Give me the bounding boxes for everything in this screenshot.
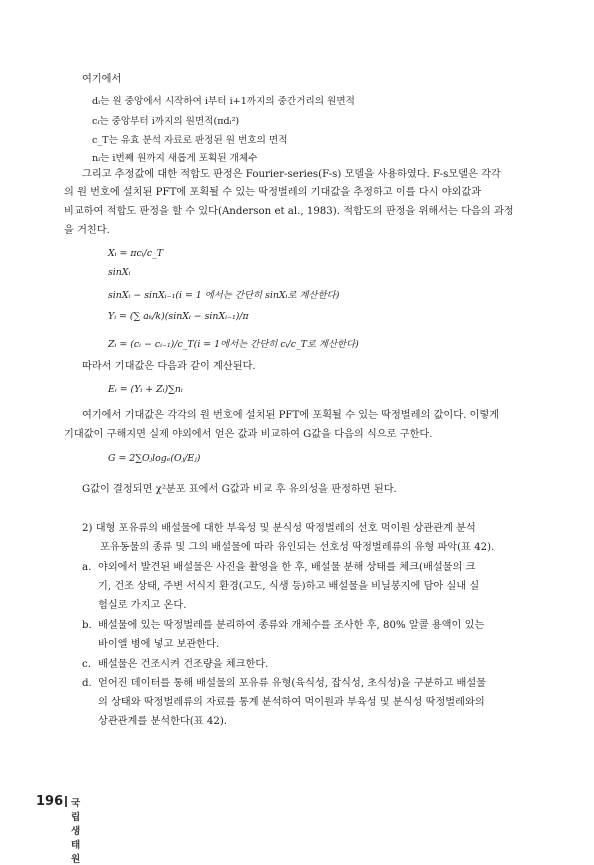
item-c-line1: 배설물은 건조시켜 건조량을 체크한다. (98, 659, 269, 670)
page-number: 196 (36, 794, 64, 809)
org-name: 국립생태원 (71, 798, 81, 865)
definition-ct: c_T는 유효 분석 자료로 판정된 원 번호의 면적 (92, 135, 288, 146)
where-label: 여기에서 (82, 74, 122, 85)
equation-sin-diff: sinXᵢ − sinXᵢ₋₁(i = 1 에서는 간단히 sinXᵢ로 계산한다) (108, 290, 340, 301)
item-a-marker: a. (82, 562, 92, 573)
section2-heading: 2) 대형 포유류의 배설물에 대한 부육성 및 분식성 딱정벌레의 선호 먹이원 상관관계 분석 (82, 523, 476, 534)
footer-divider (65, 796, 67, 807)
item-b-marker: b. (82, 620, 92, 631)
para1-line1: 그리고 추정값에 대한 적합도 판정은 Fourier-series(F-s) 모델을 사용하였다. F-s모델은 각각 (82, 169, 501, 180)
item-a-line2: 기, 건조 상태, 주변 서식지 환경(고도, 식생 등)하고 배설물을 비닐봉지에 담아 실내 실 (98, 581, 480, 592)
item-b-line1: 배설물에 있는 딱정벌레를 분리하여 종류와 개체수를 조사한 후, 80% 알콜 용액이 있는 (98, 620, 485, 631)
item-d-line3: 상관관계를 분석한다(표 42). (98, 716, 228, 727)
section2-subheading: 포유동물의 종류 및 그의 배설물에 따라 유인되는 선호성 딱정벌레류의 유형 파악(표 42). (100, 542, 495, 553)
equation-g: G = 2∑Oⱼlogₑ(Oⱼ/Eⱼ) (108, 453, 201, 464)
definition-n: nᵢ는 i번째 원까지 새롭게 포획된 개체수 (92, 153, 258, 164)
equation-expected: Eᵢ = (Yᵢ + Zᵢ)∑nᵢ (108, 384, 183, 395)
item-d-line2: 의 상태와 딱정벌레류의 자료를 통계 분석하여 먹이원과 부육성 및 분식성 딱정벌레와의 (98, 697, 485, 708)
item-c-marker: c. (82, 659, 91, 670)
item-a-line3: 험실로 가지고 온다. (98, 600, 187, 611)
definition-c: cᵢ는 중앙부터 i까지의 원면적(πdᵢ²) (92, 116, 240, 127)
item-d-line1: 얻어진 데이터를 통해 배설물의 포유류 유형(육식성, 잡식성, 초식성)을 구분하고 배설물 (98, 678, 487, 689)
item-a-line1: 야외에서 발견된 배설물은 사진을 촬영을 한 후, 배설물 분해 상태를 체크(배설물의 크 (98, 562, 476, 573)
definition-d: dᵢ는 원 중앙에서 시작하여 i부터 i+1까지의 중간거리의 원면적 (92, 96, 355, 107)
para2-line1: 여기에서 기대값은 각각의 원 번호에 설치된 PFT에 포획될 수 있는 딱정벌레의 값이다. 이렇게 (82, 410, 500, 421)
item-b-line2: 바이엘 병에 넣고 보관한다. (98, 639, 220, 650)
equation-x: Xᵢ = πcᵢ/c_T (108, 248, 164, 259)
item-d-marker: d. (82, 678, 92, 689)
equation-sinx: sinXᵢ (108, 267, 131, 278)
para1-line4: 을 거친다. (64, 225, 110, 236)
para2-line2: 기대값이 구해지면 실제 야외에서 얻은 값과 비교하여 G값을 다음의 식으로 구한다. (64, 429, 433, 440)
para1-line3: 비교하여 적합도 판정을 할 수 있다(Anderson et al., 1983). 적합도의 판정을 위해서는 다음의 과정 (64, 206, 514, 217)
equation-z: Zᵢ = (cᵢ − cᵢ₋₁)/c_T(i = 1에서는 간단히 cᵢ/c_T로 계산한다) (108, 339, 359, 350)
g-note: G값이 결정되면 χ²분포 표에서 G값과 비교 후 유의성을 판정하면 된다. (82, 484, 397, 495)
equation-y: Yᵢ = (∑ aₖ/k)(sinXᵢ − sinXᵢ₋₁)/π (108, 311, 249, 322)
para1-line2: 의 원 번호에 설치된 PFT에 포획될 수 있는 딱정벌레의 기대값을 추정하고 이를 다시 야외값과 (64, 187, 482, 198)
expected-intro: 따라서 기대값은 다음과 같이 계산된다. (82, 361, 256, 372)
